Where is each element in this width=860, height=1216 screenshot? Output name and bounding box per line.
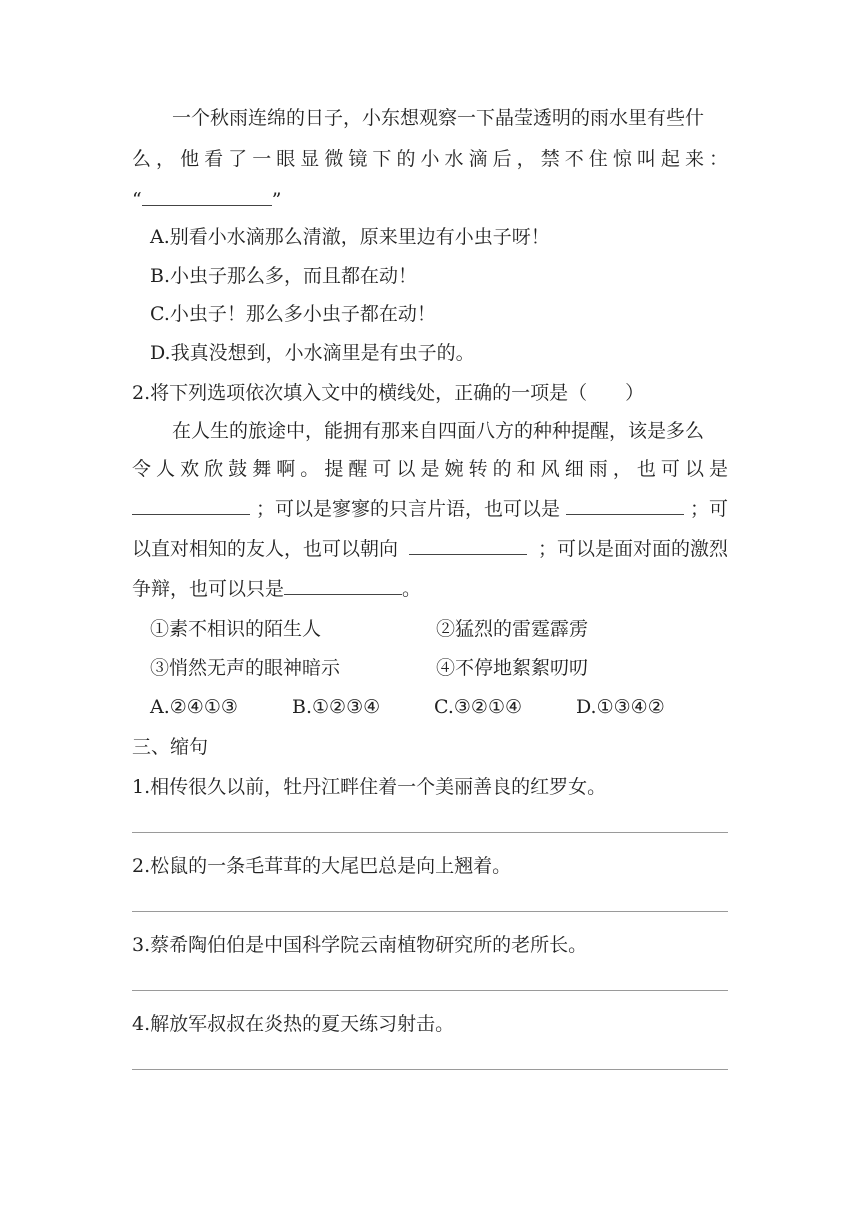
section3-item-4: 4.解放军叔叔在炎热的夏天练习射击。	[132, 1013, 455, 1035]
q1-option-b: B.小虫子那么多，而且都在动！	[150, 265, 418, 287]
q2-line4-end: ；可以是面对面的激烈	[537, 538, 728, 560]
q1-open-quote: “	[132, 189, 142, 211]
q2-passage-line3	[132, 496, 728, 522]
q2-blank-1	[132, 496, 250, 515]
q1-option-d: D.我真没想到，小水滴里是有虫子的。	[150, 342, 475, 364]
q2-blank-2	[566, 496, 684, 515]
section3-item-1: 1.相传很久以前，牡丹江畔住着一个美丽善良的红罗女。	[132, 776, 607, 798]
q1-answer-blank	[142, 187, 272, 206]
q2-choice-1: ①素不相识的陌生人	[150, 618, 322, 640]
section3-item-3: 3.蔡希陶伯伯是中国科学院云南植物研究所的老所长。	[132, 934, 588, 956]
q2-answer-b: B.①②③④	[292, 696, 381, 718]
answer-line-2	[132, 911, 728, 912]
q2-choice-2: ②猛烈的雷霆霹雳	[436, 618, 589, 640]
section3-item-2: 2.松鼠的一条毛茸茸的大尾巴总是向上翘着。	[132, 855, 512, 877]
q1-passage-line1: 一个秋雨连绵的日子，小东想观察一下晶莹透明的雨水里有些什	[172, 107, 705, 129]
q2-blank-4	[284, 576, 402, 595]
answer-line-4	[132, 1069, 728, 1070]
q2-blank-3	[409, 536, 527, 555]
q2-line3-end: ；可	[689, 498, 728, 520]
q1-option-c: C.小虫子！那么多小虫子都在动！	[150, 303, 436, 325]
q2-passage-line2: 令人欢欣鼓舞啊。提醒可以是婉转的和风细雨，也可以是	[132, 458, 728, 480]
q1-close-quote: ”	[271, 189, 282, 211]
q2-choice-4: ④不停地絮絮叨叨	[436, 657, 589, 679]
q2-passage-line5	[132, 576, 421, 602]
q2-answer-a: A.②④①③	[150, 696, 238, 718]
q2-passage-line4	[132, 536, 728, 562]
section3-title: 三、缩句	[132, 736, 209, 758]
q1-option-a: A.别看小水滴那么清澈，原来里边有小虫子呀！	[150, 226, 550, 248]
q1-passage-line2: 么，他看了一眼显微镜下的小水滴后，禁不住惊叫起来：	[132, 148, 728, 170]
q1-quote-blank	[132, 187, 281, 213]
answer-line-3	[132, 990, 728, 991]
answer-line-1	[132, 832, 728, 833]
q2-line3-text: ；可以是寥寥的只言片语，也可以是	[255, 498, 560, 520]
q2-passage-line1: 在人生的旅途中，能拥有那来自四面八方的种种提醒，该是多么	[172, 420, 705, 442]
q2-line5-end: 。	[402, 578, 422, 600]
q2-line5-text: 争辩，也可以只是	[132, 578, 285, 600]
q2-stem: 2.将下列选项依次填入文中的横线处，正确的一项是（ ）	[132, 382, 645, 404]
q2-answer-c: C.③②①④	[434, 696, 523, 718]
q2-line4-text: 以直对相知的友人，也可以朝向	[132, 538, 399, 560]
q2-answer-d: D.①③④②	[576, 696, 665, 718]
q2-choice-3: ③悄然无声的眼神暗示	[150, 657, 341, 679]
